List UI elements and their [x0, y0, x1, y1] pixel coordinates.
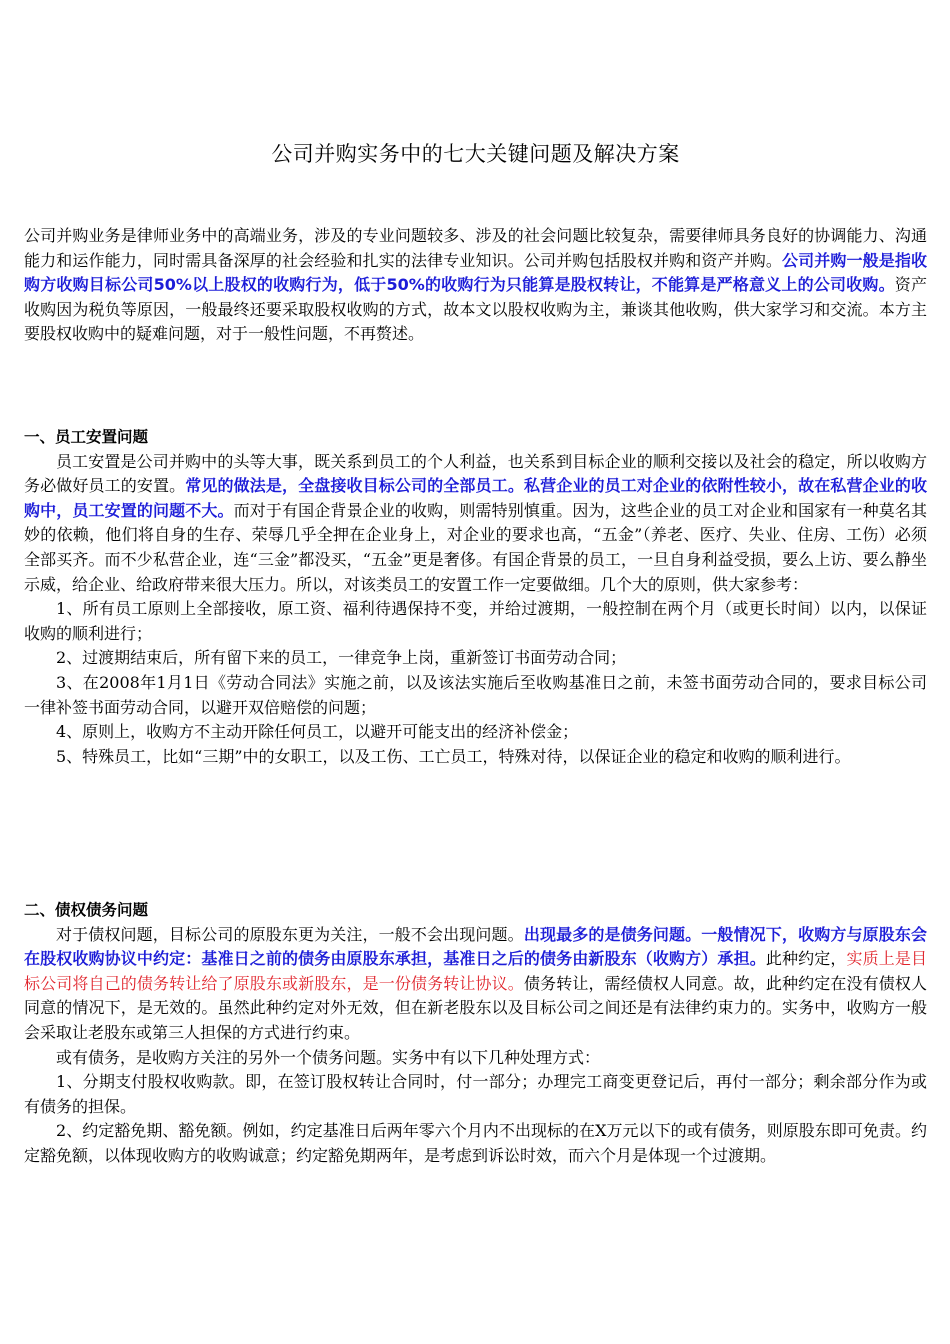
list-item: 1、分期支付股权收购款。即，在签订股权转让合同时，付一部分；办理完工商变更登记后，再付一部分；剩余部分作为或有债务的担保。 [24, 1072, 927, 1116]
section-employee [24, 425, 927, 769]
debt-red-highlight: 实质上是目标公司将自己的债务转让给了原股东或新股东，是一份债务转让协议。 [24, 949, 927, 993]
list-item: 1、所有员工原则上全部接收，原工资、福利待遇保持不变，并给过渡期，一般控制在两个月（或更长时间）以内，以保证收购的顺利进行； [24, 599, 927, 643]
list-item: 4、原则上，收购方不主动开除任何员工，以避开可能支出的经济补偿金； [56, 722, 579, 742]
list-item: 5、特殊员工，比如“三期”中的女职工，以及工伤、工亡员工，特殊对待，以保证企业的稳定和收购的顺利进行。 [56, 746, 851, 766]
employee-tail: 而对于有国企背景企业的收购，则需特别慎重。因为，这些企业的员工对企业和国家有一种莫名其妙的依赖，他们将自身的生存、荣辱几乎全押在企业身上，对企业的要求也高，“五金”（养老、医疗、失业、住房、工伤）必须全部买齐。而不少私营企业，连“三金”都没买，“五金”更是奢侈。有国企背景的员工，一旦自身利益受损，要么上访、要么静坐示威，给企业、给政府带来很大压力。所以，对该类员工的安置工作一定要做细。几个大的原则，供大家参考： [24, 500, 927, 594]
debt-highlight: 出现最多的是债务问题。一般情况下，收购方与原股东会在股权收购协议中约定：基准日之前的债务由原股东承担，基准日之后的债务由新股东（收购方）承担。 [24, 924, 927, 969]
list-item: 2、过渡期结束后，所有留下来的员工，一律竞争上岗，重新签订书面劳动合同； [56, 648, 627, 668]
employee-highlight: 常见的做法是，全盘接收目标公司的全部员工。私营企业的员工对企业的依附性较小，故在私营企业的收购中，员工安置的问题不大。 [24, 476, 927, 520]
intro-block [24, 224, 927, 347]
intro-text: 公司并购业务是律师业务中的高端业务，涉及的专业问题较多、涉及的社会问题比较复杂，需要律师具务良好的协调能力、沟通能力和运作能力，同时需具备深厚的社会经验和扎实的法律专业知识。公司并购包括股权并购和资产并购。 [24, 226, 927, 270]
section-employee-paragraph [24, 450, 927, 598]
section-heading-debt: 二、债权债务问题 [24, 901, 149, 919]
intro-highlight: 公司并购一般是指收购方收购目标公司50%以上股权的收购行为，低于50%的收购行为只能算是股权转让，不能算是严格意义上的公司收购。 [24, 250, 927, 295]
debt-tail: 债务转让，需经债权人同意。故，此种约定在没有债权人同意的情况下，是无效的。虽然此种约定对外无效，但在新老股东以及目标公司之间还是有法律约束力的。实务中，收购方一般会采取让老股东或第三人担保的方式进行约束。 [24, 973, 927, 1042]
debt-mid: 此种约定， [765, 949, 847, 969]
intro-tail: 资产收购因为税负等原因，一般最终还要采取股权收购的方式，故本文以股权收购为主，兼谈其他收购，供大家学习和交流。本方主要股权收购中的疑难问题，对于一般性问题，不再赘述。 [24, 275, 927, 344]
list-item: 3、在2008年1月1日《劳动合同法》实施之前，以及该法实施后至收购基准日之前，未签书面劳动合同的，要求目标公司一律补签书面劳动合同，以避开双倍赔偿的问题； [24, 672, 927, 717]
section-debt-paragraph [24, 923, 927, 1046]
section-debt [24, 898, 927, 1169]
debt-paragraph-2: 或有债务，是收购方关注的另外一个债务问题。实务中有以下几种处理方式： [56, 1047, 601, 1067]
employee-text: 员工安置是公司并购中的头等大事，既关系到员工的个人利益，也关系到目标企业的顺利交接以及社会的稳定，所以收购方务必做好员工的安置。 [24, 451, 927, 496]
intro-paragraph [24, 224, 927, 347]
document-title: 公司并购实务中的七大关键问题及解决方案 [271, 142, 680, 166]
list-item: 2、约定豁免期、豁免额。例如，约定基准日后两年零六个月内不出现标的在X万元以下的或有债务，则原股东即可免责。约定豁免额，以体现收购方的收购诚意；约定豁免期两年，是考虑到诉讼时效，而六个月是体现一个过渡期。 [24, 1121, 927, 1165]
debt-text: 对于债权问题，目标公司的原股东更为关注，一般不会出现问题。 [56, 924, 524, 944]
section-heading-employee: 一、员工安置问题 [24, 428, 149, 446]
